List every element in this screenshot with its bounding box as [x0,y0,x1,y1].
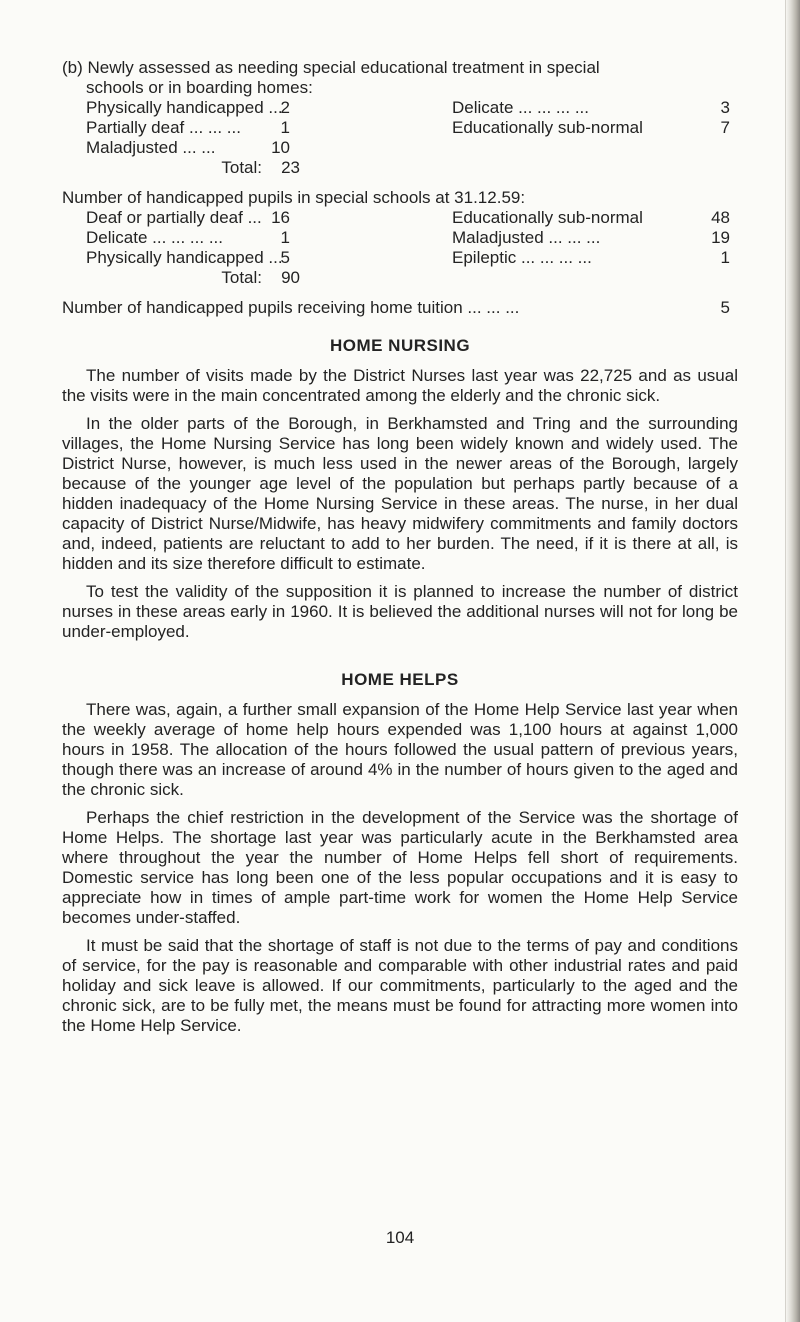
item-label: Delicate ... ... ... ... [86,228,223,247]
section-b-row-3 [62,138,738,158]
schools-row-2 [62,228,738,248]
item-label: Maladjusted ... ... [86,138,216,157]
item-label: Maladjusted ... ... ... [452,228,601,247]
total-value: 23 [281,158,300,177]
item-label: Deaf or partially deaf ... [86,208,262,227]
section-b-total [62,158,738,178]
item-value: 48 [711,208,730,227]
home-helps-paragraph: There was, again, a further small expansion of the Home Help Service last year when the weekly average of home help hours expended was 1,100 hours at against 1,000 hours in 1958. The allocation of the hours followed the usual pattern of previous years, though there was an increase of around 4% in the number of hours given to the aged and the chronic sick. [62,700,738,799]
section-b-line-2: schools or in boarding homes: [86,78,313,97]
item-label: Physically handicapped ... [86,248,283,267]
special-schools-heading: Number of handicapped pupils in special schools at 31.12.59: [62,188,526,207]
home-nursing-paragraph: To test the validity of the supposition it is planned to increase the number of district nurses in these areas early in 1960. It is believed the additional nurses will not for long be under-employed. [62,582,738,641]
schools-total [62,268,738,288]
item-value: 16 [271,208,290,227]
home-nursing-paragraph: The number of visits made by the District Nurses last year was 22,725 and as usual the visits were in the main concentrated among the elderly and the chronic sick. [62,366,738,405]
home-tuition-value: 5 [720,298,730,317]
section-b [62,58,738,178]
item-value: 1 [720,248,730,267]
item-value: 5 [280,248,290,267]
schools-row-1 [62,208,738,228]
item-value: 19 [711,228,730,247]
section-b-row-2 [62,118,738,138]
total-label: Total: [221,268,262,287]
item-value: 1 [280,118,290,137]
home-helps-paragraph: Perhaps the chief restriction in the development of the Service was the shortage of Home Helps. The shortage last year was particularly acute in the Berkhamsted area where throughout the year the number of Home Helps fell short of requirements. Domestic service has long been one of the less popular occupations and it is easy to appreciate how in times of ample part-time work for women the Home Help Service becomes under-staffed. [62,808,738,927]
home-helps-paragraph: It must be said that the shortage of staff is not due to the terms of pay and conditions of service, for the pay is reasonable and comparable with other industrial rates and paid holiday and sick leave is allowed. If our commitments, particularly to the aged and the chronic sick, are to be fully met, the means must be found for attracting more women into the Home Help Service. [62,936,738,1035]
page-number: 104 [385,1228,415,1247]
item-label: Educationally sub-normal [452,118,643,137]
total-value: 90 [281,268,300,287]
item-value: 3 [720,98,730,117]
total-label: Total: [221,158,262,177]
page-binding-edge [786,0,800,1322]
item-value: 1 [280,228,290,247]
item-value: 10 [271,138,290,157]
item-label: Delicate ... ... ... ... [452,98,589,117]
item-label: Educationally sub-normal [452,208,643,227]
item-label: Physically handicapped ... [86,98,283,117]
home-helps-heading: HOME HELPS [341,670,459,689]
item-value: 2 [280,98,290,117]
home-nursing-paragraph: In the older parts of the Borough, in Berkhamsted and Tring and the surrounding villages, the Home Nursing Service has long been widely known and widely used. The District Nurse, however, is much less used in the newer areas of the Borough, largely because of the younger age level of the population but perhaps partly because of a hidden inadequacy of the Home Nursing Service in these areas. The nurse, in her dual capacity of District Nurse/Midwife, has heavy midwifery commitments and family doctors and, indeed, patients are reluctant to add to her burden. The need, if it is there at all, is hidden and its size therefore difficult to estimate. [62,414,738,573]
special-schools-section [62,188,738,288]
section-b-line-1: (b) Newly assessed as needing special educational treatment in special [62,58,600,77]
section-b-row-1 [62,98,738,118]
item-label: Partially deaf ... ... ... [86,118,241,137]
home-tuition-line: Number of handicapped pupils receiving home tuition ... ... ... 5 [62,298,730,317]
document-page [62,58,738,1036]
home-nursing-heading: HOME NURSING [329,336,471,355]
item-label: Epileptic ... ... ... ... [452,248,592,267]
schools-row-3 [62,248,738,268]
item-value: 7 [720,118,730,137]
